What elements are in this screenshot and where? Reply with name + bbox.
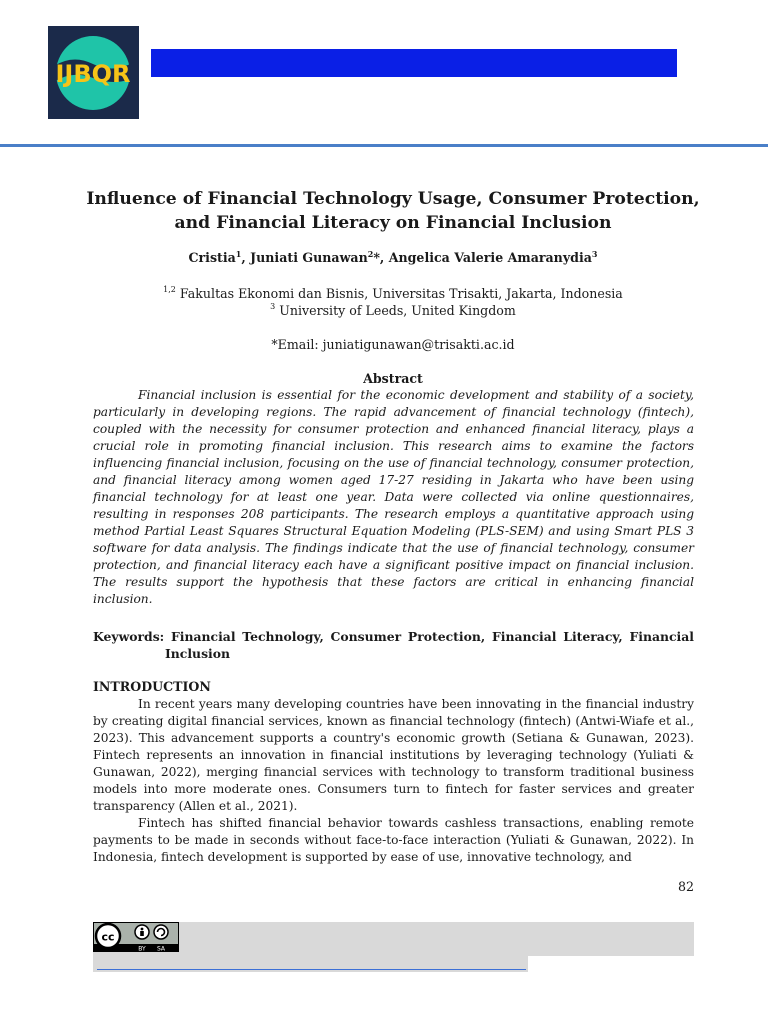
- journal-logo: [48, 26, 139, 119]
- logo-text: IJBQR: [55, 60, 131, 88]
- author-2: Juniati Gunawan: [250, 250, 368, 265]
- affiliation-1-text: Fakultas Ekonomi dan Bisnis, Universitas Trisakti, Jakarta, Indonesia: [175, 286, 623, 301]
- author-3: Angelica Valerie Amaranydia: [388, 250, 592, 265]
- author-3-affil: 3: [591, 249, 598, 259]
- keywords: Keywords: Financial Technology, Consumer Protection, Financial Literacy, Financial Inclusion: [93, 629, 694, 661]
- title-line-2: and Financial Literacy on Financial Inclusion: [174, 213, 612, 233]
- author-separator: ,: [241, 250, 251, 265]
- by-label: BY: [138, 945, 146, 952]
- footer-bar: [93, 922, 694, 956]
- intro-paragraph-2: Fintech has shifted financial behavior towards cashless transactions, enabling remote payments to be made in seconds without face-to-face interaction (Yuliati & Gunawan, 2022). In Indonesia, fintech development is supported by ease of use, innovative technology, and: [93, 816, 694, 864]
- introduction-body: [93, 696, 694, 866]
- author-1: Cristia: [188, 250, 236, 265]
- author-2-affil: 2: [367, 249, 374, 259]
- affiliation-2: [60, 302, 726, 319]
- affiliation-2-text: University of Leeds, United Kingdom: [275, 303, 516, 318]
- corresponding-email: *Email: juniatigunawan@trisakti.ac.id: [271, 337, 515, 352]
- header-rule: [0, 144, 768, 147]
- author-1-affil: 1: [235, 249, 242, 259]
- title-line-1: Influence of Financial Technology Usage, Consumer Protection,: [86, 189, 700, 209]
- affiliation-1: [60, 285, 726, 302]
- abstract-heading: Abstract: [363, 371, 423, 386]
- sa-label: SA: [156, 945, 166, 952]
- license-link[interactable]: [97, 969, 526, 970]
- cc-by-sa-badge[interactable]: [93, 922, 179, 952]
- author-list: [60, 249, 726, 267]
- cc-label: cc: [101, 930, 115, 944]
- corresponding-mark: *: [373, 250, 380, 265]
- affiliation-2-sup: 3: [270, 302, 276, 311]
- abstract-text: Financial inclusion is essential for the economic development and stability of a society, particularly in developing regions. The rapid advancement of financial technology (fintech), coupled with the necessity for consumer protection and enhanced financial literacy, plays a crucial role in promoting financial inclusion. This research aims to examine the factors influencing financial inclusion, focusing on the use of financial technology, consumer protection, and financial literacy among women aged 17-27 residing in Jakarta who have been using financial technology for at least one year. Data were collected via online questionnaires, resulting in responses 208 participants. The research employs a quantitative approach using method Partial Least Squares Structural Equation Modeling (PLS-SEM) and using Smart PLS 3 software for data analysis. The findings indicate that the use of financial technology, consumer protection, and financial literacy each have a significant positive impact on financial inclusion. The results support the hypothesis that these factors are critical in enhancing financial inclusion.: [93, 388, 694, 606]
- author-separator: ,: [379, 250, 389, 265]
- header-bar: [151, 49, 677, 77]
- paper-title: [60, 187, 726, 235]
- introduction-heading: INTRODUCTION: [93, 679, 211, 694]
- affiliations: [60, 285, 726, 319]
- page-number: 82: [677, 879, 694, 894]
- affiliation-1-sup: 1,2: [163, 285, 176, 294]
- intro-paragraph-1: In recent years many developing countries have been innovating in the financial industry by creating digital financial services, known as financial technology (fintech) (Antwi-Wiafe et al., 2023). This advancement supports a country's economic growth (Setiana & Gunawan, 2023). Fintech represents an innovation in financial institutions by leveraging technology (Yuliati & Gunawan, 2022), merging financial services with technology to transform traditional business models into more moderate ones. Consumers turn to fintech for faster services and greater transparency (Allen et al., 2021).: [93, 697, 694, 813]
- sa-icon: [154, 925, 168, 939]
